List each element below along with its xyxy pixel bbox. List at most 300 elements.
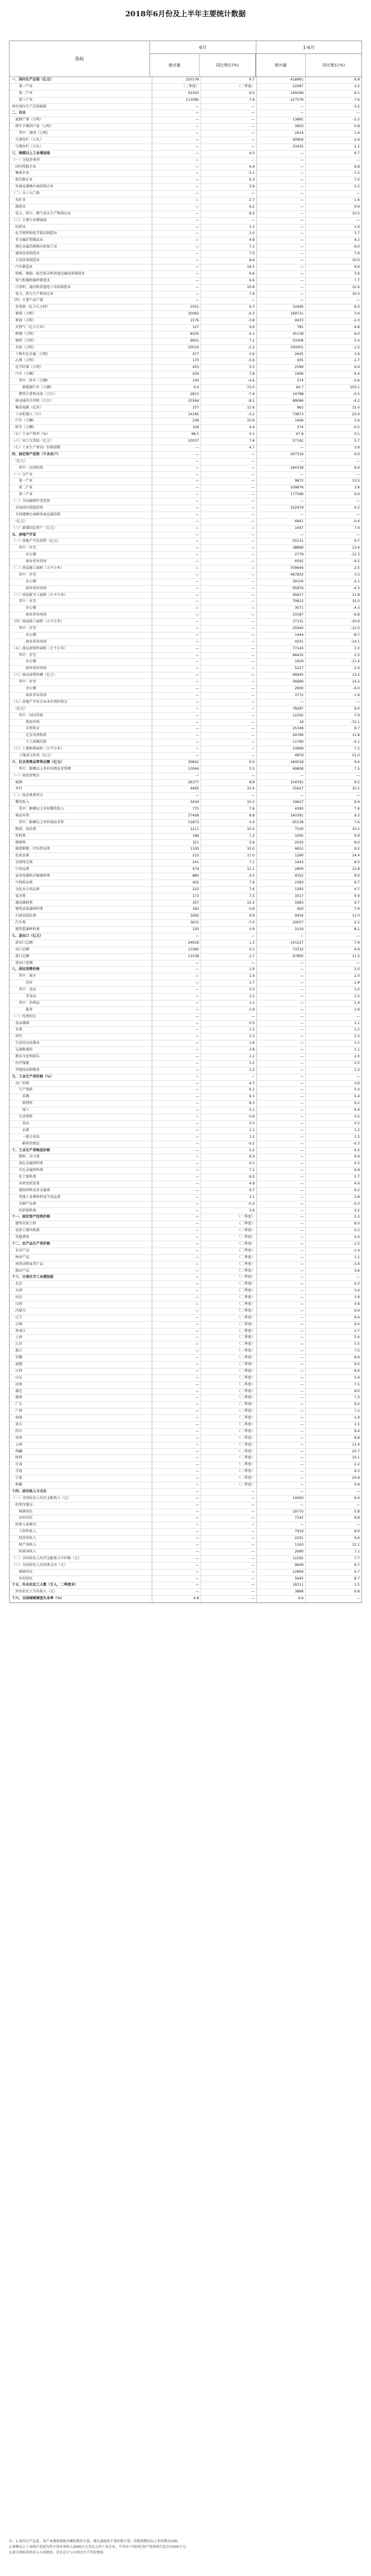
- indicator-cell: 制造业: [10, 204, 152, 210]
- table-row: [10, 1107, 361, 1114]
- ytd-growth-cell: -1.7: [352, 358, 360, 363]
- month-growth-cell: —: [201, 492, 257, 498]
- month-growth-cell: 7.6: [201, 438, 257, 445]
- ytd-growth-cell: -9.2: [352, 559, 360, 564]
- month-value-cell: —: [152, 1174, 201, 1181]
- indicator-cell: （三）房屋新开工面积（万平方米）: [10, 593, 152, 599]
- ytd-growth-cell: 9.5: [354, 1362, 360, 1366]
- month-growth-cell: 7.6: [201, 887, 257, 893]
- indicator-cell: 出厂价格: [10, 1081, 152, 1087]
- month-value-cell: —: [152, 1255, 201, 1261]
- month-value-cell: —: [152, 639, 201, 645]
- table-row: [10, 1362, 361, 1368]
- indicator-cell: 吉林: [10, 1322, 152, 1328]
- table-row: [10, 820, 361, 827]
- indicator-cell: 六、社会消费品零售总额（亿元）: [10, 760, 152, 766]
- footnotes: [9, 2539, 362, 2556]
- ytd-growth-cell: 9.7: [354, 539, 360, 544]
- ytd-growth-cell: 6.6: [354, 1536, 360, 1541]
- ytd-growth-cell: 7.2: [354, 747, 360, 751]
- indicator-cell: 木材及纸浆类: [10, 1181, 152, 1187]
- ytd-growth-cell: 10.1: [352, 827, 360, 831]
- indicator-cell: 十二、农产品生产者价格: [10, 1241, 152, 1247]
- month-value-cell: —: [152, 1395, 201, 1401]
- month-value-cell: 3631: [152, 920, 201, 926]
- indicator-cell: 办公楼: [10, 605, 152, 612]
- ytd-value-cell: —: [257, 961, 306, 967]
- indicator-cell: （二）全国城镇住宅投资: [10, 499, 152, 505]
- table-row: [10, 412, 361, 419]
- ytd-value-cell: 4352: [257, 873, 306, 879]
- ytd-growth-cell: 14.4: [352, 854, 360, 858]
- month-value-cell: 30842: [152, 760, 201, 766]
- indicator-cell: 发电量（亿千瓦小时）: [10, 304, 152, 311]
- ytd-growth-cell: -6.8: [352, 613, 360, 617]
- month-value-cell: —: [152, 1442, 201, 1448]
- month-growth-cell: 6.6: [201, 278, 257, 284]
- ytd-growth-cell: 2.7: [354, 1329, 360, 1333]
- month-growth-cell: 4.5: [201, 873, 257, 879]
- month-growth-cell: （二季度）: [201, 1268, 257, 1274]
- month-growth-cell: —: [201, 1502, 257, 1509]
- table-row: [10, 291, 361, 298]
- table-row: [10, 1455, 361, 1462]
- month-growth-cell: 5.5: [201, 766, 257, 773]
- table-row: [10, 405, 361, 412]
- month-growth-cell: 7.2: [201, 833, 257, 840]
- month-growth-cell: —: [201, 1509, 257, 1515]
- indicator-cell: （二）按消费类型分: [10, 793, 152, 799]
- month-growth-cell: 4.8: [201, 237, 257, 244]
- table-row: [10, 559, 361, 566]
- ytd-value-cell: —: [257, 1007, 306, 1013]
- month-growth-cell: （二季度）: [201, 84, 257, 90]
- indicator-cell: 猪牛羊禽肉产量（万吨）: [10, 124, 152, 130]
- indicator-cell: 四川: [10, 1429, 152, 1435]
- table-row: [10, 666, 361, 672]
- month-value-cell: 11873: [152, 820, 201, 826]
- month-value-cell: —: [152, 1281, 201, 1287]
- table-row: [10, 278, 361, 285]
- table-row: [10, 873, 361, 880]
- ytd-value-cell: 57162: [257, 438, 306, 445]
- month-growth-cell: 5.2: [201, 1061, 257, 1067]
- month-growth-cell: —: [201, 566, 257, 572]
- indicator-cell: 日用品类: [10, 867, 152, 873]
- indicator-cell: 青海: [10, 1469, 152, 1475]
- ytd-value-cell: 574: [257, 378, 306, 384]
- indicator-cell: 福建: [10, 1362, 152, 1368]
- table-row: [10, 1302, 361, 1308]
- table-row: [10, 1027, 361, 1034]
- ytd-growth-cell: 6.8: [354, 1168, 360, 1173]
- ytd-growth-cell: 5.4: [354, 1335, 360, 1340]
- indicator-cell: 甘肃: [10, 1462, 152, 1468]
- ytd-value-cell: —: [257, 271, 306, 277]
- month-value-cell: —: [152, 1040, 201, 1047]
- month-growth-cell: 6.0: [201, 151, 257, 157]
- month-growth-cell: —: [201, 739, 257, 746]
- indicator-cell: （三）全国居民人均消费支出（元）: [10, 1563, 152, 1569]
- indicator-cell: 二、农业: [10, 110, 152, 116]
- table-row: [10, 1596, 361, 1603]
- indicator-cell: 其中：轿车（万辆）: [10, 378, 152, 384]
- indicator-cell: 通用设备制造业: [10, 251, 152, 257]
- month-growth-cell: —: [201, 1576, 257, 1582]
- ytd-growth-cell: —: [356, 1523, 360, 1527]
- table-row: [10, 1549, 361, 1556]
- ytd-growth-cell: 4.3: [354, 1282, 360, 1286]
- ytd-value-cell: 34104: [257, 579, 306, 585]
- ytd-value-cell: 45138: [257, 331, 306, 338]
- ytd-growth-cell: 12.1: [352, 1543, 360, 1547]
- month-growth-cell: —: [201, 686, 257, 692]
- indicator-cell: 十三、分省区市工业增加值: [10, 1274, 152, 1281]
- table-row: [10, 110, 361, 117]
- month-growth-cell: （二季度）: [201, 1288, 257, 1294]
- table-row: [10, 318, 361, 325]
- month-value-cell: —: [152, 1114, 201, 1120]
- month-value-cell: —: [152, 485, 201, 491]
- month-value-cell: 104: [152, 425, 201, 431]
- indicator-cell: 农副产品类: [10, 1201, 152, 1208]
- ytd-growth-cell: 4.4: [354, 1108, 360, 1112]
- month-growth-cell: —: [201, 144, 257, 150]
- month-value-cell: —: [152, 713, 201, 719]
- ytd-growth-cell: 9.9: [354, 800, 360, 805]
- table-row: [10, 1395, 361, 1402]
- table-row: [10, 218, 361, 225]
- indicator-cell: 湖北: [10, 1389, 152, 1395]
- ytd-growth-cell: -1.5: [352, 345, 360, 349]
- month-value-cell: —: [152, 672, 201, 679]
- ytd-growth-cell: —: [356, 512, 360, 517]
- indicator-cell: 重庆: [10, 1422, 152, 1428]
- ytd-value-cell: 1163: [257, 1542, 306, 1549]
- indicator-cell: 十、工业生产者购进价格: [10, 1148, 152, 1154]
- table-row: [10, 97, 361, 104]
- indicator-cell: 通讯器材类: [10, 900, 152, 906]
- month-growth-cell: —: [201, 1542, 257, 1549]
- month-value-cell: —: [152, 967, 201, 973]
- indicator-cell: 进出口总额: [10, 940, 152, 946]
- header-month-group: [150, 41, 256, 77]
- month-value-cell: —: [152, 1302, 201, 1308]
- table-row: [10, 973, 361, 980]
- month-growth-cell: —: [201, 713, 257, 719]
- ytd-value-cell: 6652: [257, 846, 306, 852]
- month-growth-cell: （二季度）: [201, 1442, 257, 1448]
- ytd-value-cell: —: [257, 164, 306, 170]
- indicator-cell: 乡村: [10, 786, 152, 792]
- table-row: [10, 492, 361, 499]
- indicator-cell: 食品: [10, 1121, 152, 1127]
- ytd-value-cell: 89066: [257, 398, 306, 405]
- indicator-cell: （五）商品房销售面积（万平方米）: [10, 646, 152, 652]
- month-value-cell: —: [152, 445, 201, 451]
- month-growth-cell: （二季度）: [201, 1335, 257, 1341]
- ytd-value-cell: 709649: [257, 566, 306, 572]
- table-row: [10, 566, 361, 572]
- ytd-value-cell: 4879: [257, 753, 306, 759]
- indicator-cell: 其他费用: [10, 1235, 152, 1241]
- ytd-growth-cell: -0.6: [352, 379, 360, 383]
- month-value-cell: 229: [152, 371, 201, 378]
- indicator-cell: 采掘: [10, 1094, 152, 1100]
- month-value-cell: —: [152, 1181, 201, 1187]
- month-value-cell: —: [152, 994, 201, 1000]
- indicator-cell: 河南: [10, 1382, 152, 1388]
- ytd-value-cell: —: [257, 291, 306, 298]
- ytd-value-cell: —: [257, 1000, 306, 1007]
- table-row: [10, 1021, 361, 1027]
- ytd-value-cell: 9609: [257, 1563, 306, 1569]
- ytd-growth-cell: -1.5: [352, 171, 360, 176]
- month-value-cell: —: [152, 586, 201, 592]
- table-row: [10, 1462, 361, 1469]
- ytd-value-cell: 9454: [257, 913, 306, 919]
- ytd-growth-cell: 1.5: [354, 1041, 360, 1045]
- ytd-growth-cell: —: [356, 459, 360, 463]
- ytd-value-cell: —: [257, 1522, 306, 1528]
- table-row: [10, 244, 361, 251]
- indicator-cell: 渔业产品: [10, 1268, 152, 1274]
- table-row: [10, 1348, 361, 1355]
- month-value-cell: —: [152, 1061, 201, 1067]
- month-value-cell: —: [152, 1389, 201, 1395]
- month-growth-cell: —: [201, 706, 257, 712]
- ytd-growth-cell: 3.9: [354, 352, 360, 356]
- table-row: [10, 1442, 361, 1449]
- month-growth-cell: —: [201, 459, 257, 465]
- ytd-value-cell: —: [257, 445, 306, 451]
- ytd-value-cell: —: [257, 1074, 306, 1080]
- ytd-value-cell: 95876: [257, 586, 306, 592]
- month-value-cell: —: [152, 104, 201, 110]
- ytd-growth-cell: 1.2: [354, 1027, 360, 1032]
- table-row: [10, 1489, 361, 1496]
- ytd-growth-cell: 7.5: [354, 1349, 360, 1353]
- table-row: [10, 459, 361, 465]
- month-growth-cell: 0.6: [201, 1114, 257, 1120]
- table-row: [10, 780, 361, 787]
- indicator-cell: 第一产业: [10, 84, 152, 90]
- month-value-cell: —: [152, 532, 201, 538]
- month-value-cell: —: [152, 231, 201, 237]
- indicator-cell: 居住: [10, 1034, 152, 1040]
- ytd-growth-cell: 13.6: [352, 546, 360, 550]
- ytd-value-cell: 44.7: [257, 385, 306, 391]
- ytd-growth-cell: 1.5: [354, 1583, 360, 1587]
- ytd-growth-cell: 8.7: [354, 726, 360, 731]
- month-value-cell: —: [152, 726, 201, 732]
- indicator-cell: 其中：住宅: [10, 653, 152, 659]
- month-growth-cell: -5.6: [201, 358, 257, 364]
- ytd-growth-cell: 2.0: [354, 967, 360, 972]
- month-growth-cell: —: [201, 1014, 257, 1020]
- month-value-cell: —: [152, 204, 201, 210]
- month-growth-cell: 7.6: [201, 880, 257, 886]
- ytd-value-cell: 25940: [257, 626, 306, 632]
- indicator-cell: 建筑及装潢材料类: [10, 906, 152, 913]
- table-row: [10, 1375, 361, 1382]
- table-row: [10, 1141, 361, 1148]
- table-row: [10, 1214, 361, 1221]
- month-value-cell: —: [152, 1408, 201, 1415]
- table-row: [10, 526, 361, 532]
- table-row: [10, 164, 361, 171]
- indicator-cell: 全国国有控股投资: [10, 505, 152, 511]
- month-value-cell: —: [152, 298, 201, 304]
- month-value-cell: —: [152, 1288, 201, 1294]
- ytd-growth-cell: 6.8: [354, 1590, 360, 1594]
- month-value-cell: —: [152, 170, 201, 177]
- ytd-value-cell: —: [257, 1348, 306, 1354]
- month-value-cell: 157: [152, 405, 201, 411]
- ytd-value-cell: —: [257, 244, 306, 250]
- indicator-cell: 自筹资金: [10, 726, 152, 732]
- month-growth-cell: 13.9: [201, 405, 257, 411]
- table-row: [10, 672, 361, 679]
- month-value-cell: —: [152, 244, 201, 250]
- ytd-value-cell: —: [257, 793, 306, 799]
- ytd-growth-cell: 7.9: [354, 526, 360, 530]
- ytd-growth-cell: 4.5: [354, 1148, 360, 1152]
- ytd-growth-cell: 1.8: [354, 981, 360, 985]
- indicator-cell: 商业营业用房: [10, 666, 152, 672]
- ytd-value-cell: 18: [257, 720, 306, 726]
- table-row: [10, 1355, 361, 1362]
- ytd-growth-cell: -1.5: [352, 1241, 360, 1246]
- ytd-growth-cell: 6.9: [354, 1308, 360, 1313]
- month-value-cell: —: [152, 1148, 201, 1154]
- month-growth-cell: （二季度）: [201, 1241, 257, 1247]
- ytd-value-cell: 781: [257, 325, 306, 331]
- table-row: [10, 800, 361, 806]
- ytd-growth-cell: —: [356, 1275, 360, 1280]
- month-growth-cell: —: [201, 753, 257, 759]
- ytd-growth-cell: 24.8: [352, 1476, 360, 1480]
- ytd-growth-cell: 1.0: [354, 988, 360, 992]
- month-value-cell: —: [152, 1201, 201, 1208]
- ytd-growth-cell: 10.0: [352, 258, 360, 263]
- table-row: [10, 1582, 361, 1589]
- indicator-cell: （七）房地产开发企业本年到位资金: [10, 699, 152, 706]
- month-growth-cell: —: [201, 726, 257, 732]
- month-growth-cell: —: [201, 593, 257, 599]
- month-value-cell: 357: [152, 900, 201, 906]
- month-growth-cell: （二季度）: [201, 1302, 257, 1308]
- table-row: [10, 1308, 361, 1315]
- table-row: [10, 733, 361, 739]
- month-value-cell: —: [152, 626, 201, 632]
- ytd-value-cell: —: [257, 1054, 306, 1060]
- month-growth-cell: 4.6: [201, 325, 257, 331]
- indicator-cell: 黑色金属材料类: [10, 1161, 152, 1167]
- table-row: [10, 827, 361, 833]
- month-growth-cell: （二季度）: [201, 1462, 257, 1468]
- ytd-growth-cell: 9.9: [354, 833, 360, 838]
- month-value-cell: 150: [152, 927, 201, 933]
- month-growth-cell: -3.8: [201, 318, 257, 324]
- ytd-growth-cell: 6.0: [354, 1402, 360, 1407]
- month-growth-cell: —: [201, 666, 257, 672]
- table-row: [10, 452, 361, 459]
- ytd-growth-cell: 8.0: [354, 873, 360, 878]
- month-value-cell: —: [152, 1228, 201, 1234]
- month-growth-cell: -8.2: [201, 398, 257, 405]
- indicator-cell: 城镇居民: [10, 1509, 152, 1515]
- month-value-cell: —: [152, 1101, 201, 1107]
- ytd-value-cell: 3772: [257, 693, 306, 699]
- table-row: [10, 686, 361, 693]
- ytd-value-cell: —: [257, 1081, 306, 1087]
- ytd-growth-cell: 10.3: [352, 291, 360, 296]
- indicator-cell: 耐用消费品: [10, 1141, 152, 1147]
- ytd-value-cell: 73332: [257, 947, 306, 953]
- month-value-cell: —: [152, 144, 201, 150]
- ytd-growth-cell: -0.5: [352, 392, 360, 396]
- month-growth-cell: 2.8: [201, 1047, 257, 1053]
- indicator-cell: 外出农民工月均收入（元）: [10, 1589, 152, 1595]
- table-row: [10, 840, 361, 847]
- ytd-value-cell: 2800: [257, 867, 306, 873]
- indicator-cell: 八、居民消费价格: [10, 967, 152, 973]
- ytd-growth-cell: -0.5: [352, 425, 360, 430]
- table-row: [10, 867, 361, 873]
- month-growth-cell: （二季度）: [201, 1322, 257, 1328]
- ytd-value-cell: 4.9: [257, 1596, 306, 1602]
- month-value-cell: —: [152, 1482, 201, 1488]
- ytd-growth-cell: —: [356, 499, 360, 504]
- ytd-value-cell: 9433: [257, 318, 306, 324]
- ytd-value-cell: —: [257, 1214, 306, 1220]
- month-growth-cell: 1.1: [201, 1128, 257, 1134]
- ytd-value-cell: 73873: [257, 412, 306, 418]
- indicator-cell: 农村居民: [10, 1515, 152, 1522]
- ytd-value-cell: —: [257, 1255, 306, 1261]
- ytd-value-cell: —: [257, 1141, 306, 1147]
- ytd-growth-cell: 2.2: [354, 994, 360, 999]
- indicator-cell: （三）新增固定资产（亿元）: [10, 526, 152, 532]
- ytd-growth-cell: 23.9: [352, 412, 360, 416]
- indicator-cell: 十种有色金属（万吨）: [10, 352, 152, 358]
- month-value-cell: —: [152, 733, 201, 739]
- ytd-value-cell: —: [257, 1114, 306, 1120]
- ytd-value-cell: 22087: [257, 84, 306, 90]
- table-row: [10, 519, 361, 526]
- month-value-cell: —: [152, 211, 201, 217]
- indicator-cell: 办公楼: [10, 686, 152, 692]
- month-value-cell: —: [152, 1007, 201, 1013]
- month-value-cell: —: [152, 1341, 201, 1348]
- table-row: [10, 365, 361, 371]
- month-value-cell: —: [152, 452, 201, 458]
- ytd-value-cell: —: [257, 1442, 306, 1448]
- indicator-cell: （一）按经营地分: [10, 773, 152, 779]
- table-row: [10, 144, 361, 151]
- month-growth-cell: （二季度）: [201, 1455, 257, 1461]
- ytd-growth-cell: 5.5: [354, 1061, 360, 1065]
- ytd-growth-cell: 0.2: [354, 1121, 360, 1125]
- month-value-cell: —: [152, 1496, 201, 1502]
- ytd-growth-cell: 10.1: [352, 1456, 360, 1460]
- month-growth-cell: 1.6: [201, 1040, 257, 1047]
- table-row: [10, 1563, 361, 1569]
- ytd-value-cell: —: [257, 773, 306, 779]
- ytd-value-cell: 2291: [257, 1536, 306, 1542]
- table-row: [10, 1382, 361, 1389]
